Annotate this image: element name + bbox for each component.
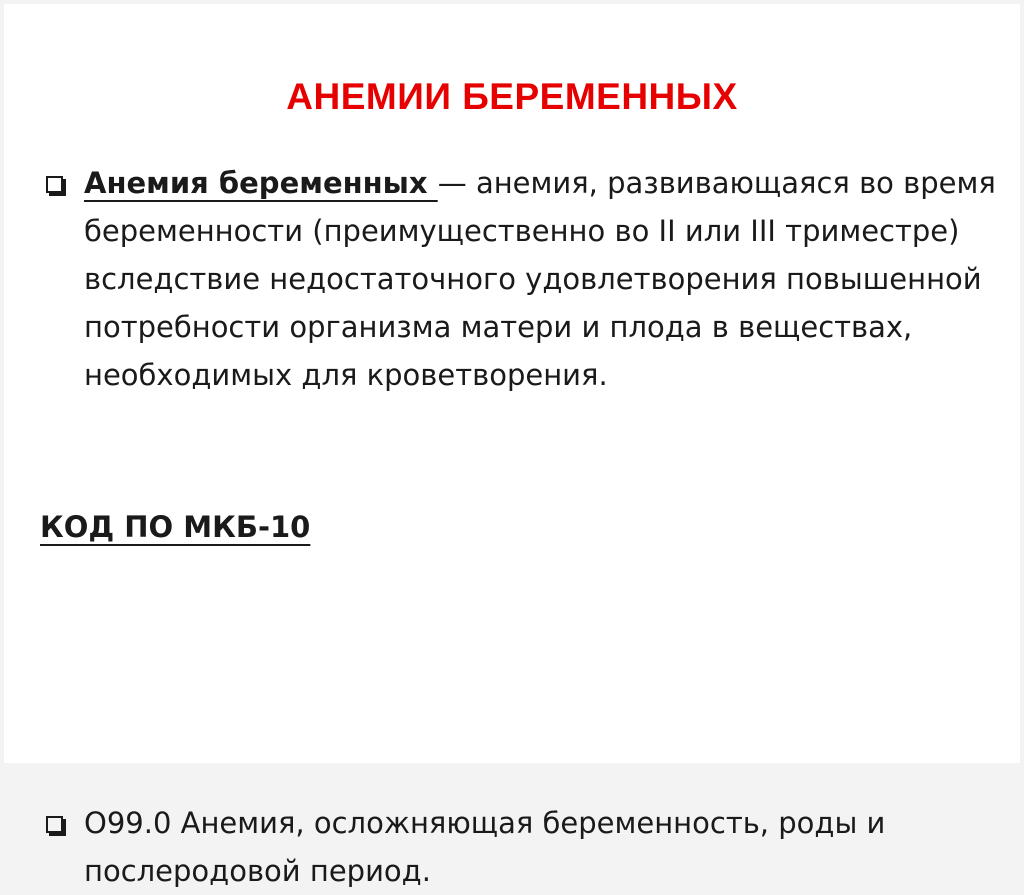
checkbox-icon (46, 176, 63, 193)
icd-heading: КОД ПО МКБ-10 (40, 510, 311, 544)
icd-bullet (40, 799, 1024, 895)
definition-bullet (40, 159, 1024, 399)
definition-term: Анемия беременных (84, 166, 438, 200)
page-title: АНЕМИИ БЕРЕМЕННЫХ (286, 76, 738, 117)
section-heading (40, 503, 980, 551)
definition-text: анемия, развивающаяся во время беременности (преимущественно во II или III триместре) вследствие недостаточного удовлетворения повышенной потребности организма матери и плода в веществах, необходимых для кроветворения. (84, 166, 996, 392)
definition-dash: — (437, 166, 476, 200)
icd-entry-text: O99.0 Анемия, осложняющая беременность, роды и послеродовой период. (84, 806, 886, 888)
checkbox-icon (46, 816, 63, 833)
